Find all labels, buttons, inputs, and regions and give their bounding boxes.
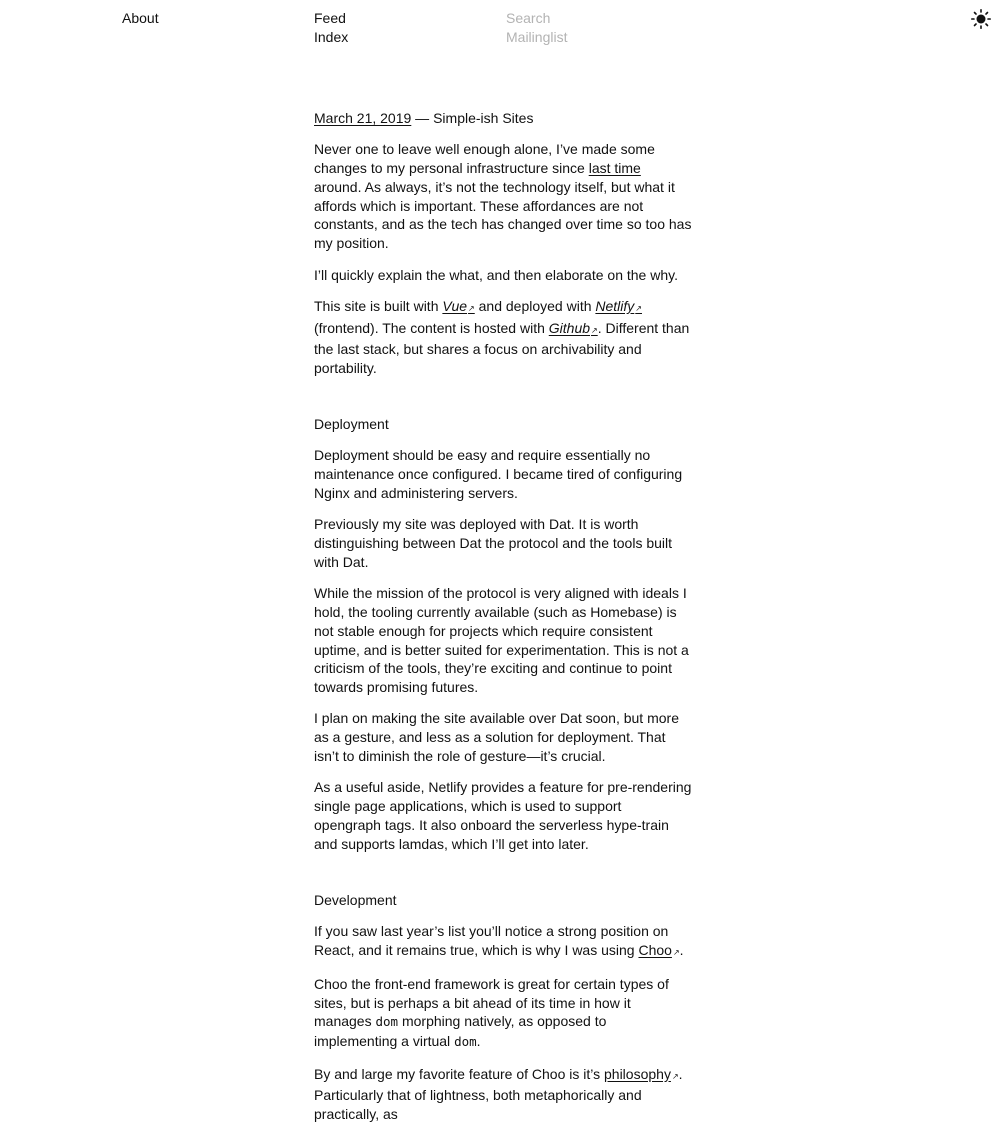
paragraph-text: (frontend). The content is hosted with xyxy=(314,319,549,336)
paragraph-development-1 xyxy=(314,922,692,963)
external-link-icon: ↗ xyxy=(468,303,475,313)
paragraph-intro xyxy=(314,140,692,253)
paragraph-text: If you saw last year’s list you’ll notice a strong position on React, and it remains true, which is why I was using xyxy=(314,922,669,958)
external-link-icon: ↗ xyxy=(671,1071,679,1081)
paragraph-text: This site is built with xyxy=(314,297,443,314)
theme-toggle-button[interactable] xyxy=(971,9,991,29)
blog-post xyxy=(314,109,692,1136)
last-time-link[interactable]: last time xyxy=(588,160,641,177)
choo-link-label: Choo xyxy=(638,941,672,958)
nav-index-link[interactable]: Index xyxy=(314,29,349,45)
philosophy-link[interactable] xyxy=(604,1066,671,1082)
nav-about-link[interactable]: About xyxy=(122,10,159,26)
inline-code: dom xyxy=(375,1014,399,1030)
paragraph-text: Choo the front-end framework is great for certain types of sites, but is perhaps a bit ahead of its time in how it manages xyxy=(314,975,669,1030)
paragraph-text: . xyxy=(679,941,684,958)
philosophy-link-label: philosophy xyxy=(604,1065,671,1082)
post-series: Simple-ish Sites xyxy=(433,110,534,126)
netlify-link[interactable] xyxy=(595,298,642,314)
nav-feed-link[interactable]: Feed xyxy=(314,10,346,26)
paragraph-development-3 xyxy=(314,1065,692,1124)
paragraph-stack xyxy=(314,297,692,378)
post-date-link[interactable]: March 21, 2019 xyxy=(314,110,412,126)
paragraph-text: . Different than the last stack, but shares a focus on archivability and portability. xyxy=(314,319,690,377)
paragraph-text: . xyxy=(476,1033,481,1050)
paragraph-deployment-1: Deployment should be easy and require essentially no maintenance once configured. I became tired of configuring Nginx and administering servers. xyxy=(314,447,683,501)
paragraph-text: and deployed with xyxy=(474,297,596,314)
paragraph-deployment-4: I plan on making the site available over Dat soon, but more as a gesture, and less as a solution for deployment. That isn’t to diminish the role of gesture—it’s crucial. xyxy=(314,710,679,765)
paragraph-text: morphing natively, as opposed to implementing a virtual xyxy=(314,1013,607,1050)
netlify-link-label: Netlify xyxy=(595,297,635,314)
paragraph-deployment-3: While the mission of the protocol is very aligned with ideals I hold, the tooling currently available (such as Homebase) is not stable enough for projects which require consistent uptime, and is better suited for experimentation. This is not a criticism of the tools, they’re exciting and continue to point towards promising futures. xyxy=(314,585,689,696)
paragraph-text: . Particularly that of lightness, both metaphorically and practically, as xyxy=(314,1065,683,1123)
paragraph-text: Never one to leave well enough alone, I’ve made some changes to my personal infrastructure since xyxy=(314,141,655,177)
vue-link-label: Vue xyxy=(442,297,468,314)
github-link[interactable] xyxy=(549,320,598,336)
vue-link[interactable] xyxy=(442,298,474,314)
heading-development: Development xyxy=(314,891,397,908)
nav-search-link[interactable]: Search xyxy=(506,10,551,26)
external-link-icon: ↗ xyxy=(591,325,598,335)
post-meta xyxy=(314,109,692,128)
paragraph-deployment-5: As a useful aside, Netlify provides a feature for pre-rendering single page applications, which is used to support opengraph tags. It also onboard the serverless hype-train and supports lamdas, which I’ll get into later. xyxy=(314,779,692,852)
nav-mailinglist-link[interactable]: Mailinglist xyxy=(506,29,568,45)
paragraph-text: around. As always, it’s not the technology itself, but what it affords which is important. These affordances are not constants, and as the tech has changed over time so too has my position. xyxy=(314,178,692,252)
inline-code: dom xyxy=(454,1034,477,1050)
sun-icon xyxy=(971,9,991,29)
external-link-icon: ↗ xyxy=(635,303,642,313)
meta-separator: — xyxy=(411,110,434,126)
heading-deployment: Deployment xyxy=(314,416,389,433)
paragraph-development-2 xyxy=(314,975,692,1052)
paragraph-text: By and large my favorite feature of Choo is it’s xyxy=(314,1065,604,1082)
paragraph-deployment-2: Previously my site was deployed with Dat. It is worth distinguishing between Dat the protocol and the tools built with Dat. xyxy=(314,516,673,570)
paragraph-summary: I’ll quickly explain the what, and then elaborate on the why. xyxy=(314,266,678,283)
external-link-icon: ↗ xyxy=(672,947,680,957)
choo-link[interactable] xyxy=(638,942,671,958)
github-link-label: Github xyxy=(548,319,591,336)
